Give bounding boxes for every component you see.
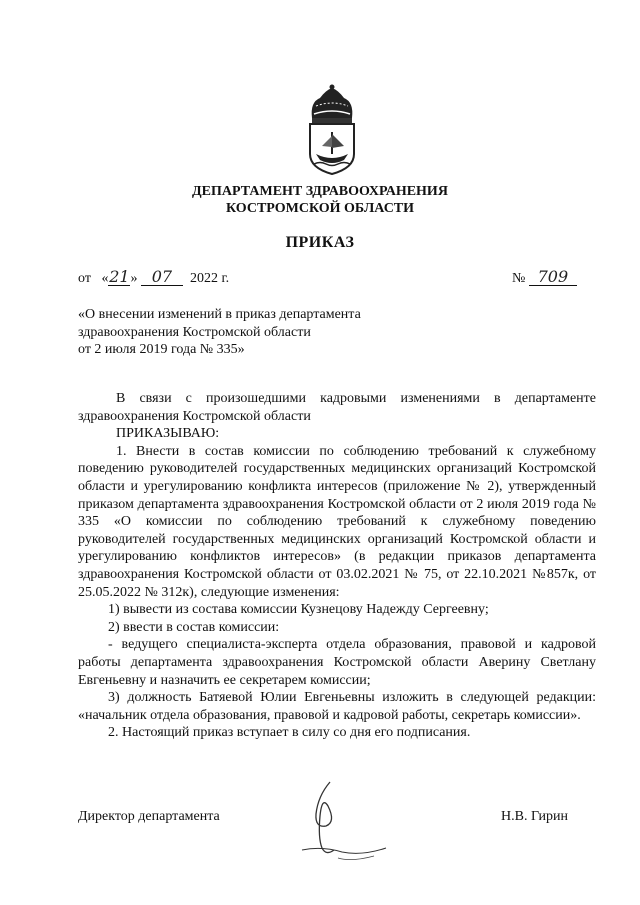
- item-1-paragraph: 1. Внести в состав комиссии по соблюдению требований к служебному поведению руководителей государственных медицинских организаций Костромской области и урегулированию конфликта интересов (приложение № 2), утвержденный приказом департамента здравоохранения Костромской области от 2 июля 2019 года № 335 «О комиссии по соблюдению требований к служебному поведению руководителей государственных медицинских организаций Костромской области и урегулированию конфликтов интересов» (в редакции приказов департамента здравоохранения Костромской области от 03.02.2021 № 75, от 22.10.2021 №857к, от 25.05.2022 № 312к), следующие изменения:: [78, 443, 596, 600]
- document-title: ПРИКАЗ: [285, 234, 355, 251]
- order-keyword: ПРИКАЗЫВАЮ:: [116, 426, 220, 442]
- handwritten-signature-icon: [282, 776, 392, 868]
- date-open-quote: «: [101, 271, 109, 286]
- item-2-paragraph: 2. Настоящий приказ вступает в силу со дня его подписания.: [108, 725, 471, 741]
- department-name-line-2: КОСТРОМСКОЙ ОБЛАСТИ: [225, 201, 415, 216]
- subject-line-3: от 2 июля 2019 года № 335»: [78, 342, 245, 357]
- subject-line-2: здравоохранения Костромской области: [78, 324, 311, 340]
- subitem-3: 3) должность Батяевой Юлии Евгеньевны изложить в следующей редакции: «начальник отдела образования, правовой и кадровой работы, секретарь комиссии».: [78, 690, 596, 723]
- date-prefix: от: [78, 271, 91, 286]
- number-sign: №: [512, 271, 526, 286]
- intro-paragraph: В связи с произошедшими кадровыми изменениями в департаменте здравоохранения Костромской области: [78, 391, 596, 424]
- subitem-2-detail: - ведущего специалиста-эксперта отдела образования, правовой и кадровой работы департамента здравоохранения Костромской области Аверину Светлану Евгеньевну и назначить ее секретарем комиссии;: [78, 637, 596, 688]
- date-year: 2022 г.: [189, 271, 230, 286]
- department-name-line-1: ДЕПАРТАМЕНТ ЗДРАВООХРАНЕНИЯ: [192, 184, 448, 199]
- signatory-position: Директор департамента: [78, 809, 220, 824]
- date-close-quote: »: [130, 271, 138, 286]
- order-body: [78, 390, 596, 742]
- date-day: 21: [109, 267, 130, 286]
- date-month: 07: [141, 269, 183, 286]
- subitem-2: 2) ввести в состав комиссии:: [108, 619, 280, 635]
- order-date: [78, 269, 229, 287]
- order-number: [512, 269, 577, 287]
- number-value: 709: [529, 269, 577, 286]
- signatory-name: Н.В. Гирин: [501, 809, 568, 824]
- subject-line-1: «О внесении изменений в приказ департамента: [78, 307, 361, 322]
- coat-of-arms-icon: [300, 84, 364, 176]
- order-subject: [78, 306, 361, 359]
- subitem-1: 1) вывести из состава комиссии Кузнецову Надежду Сергеевну;: [108, 602, 489, 618]
